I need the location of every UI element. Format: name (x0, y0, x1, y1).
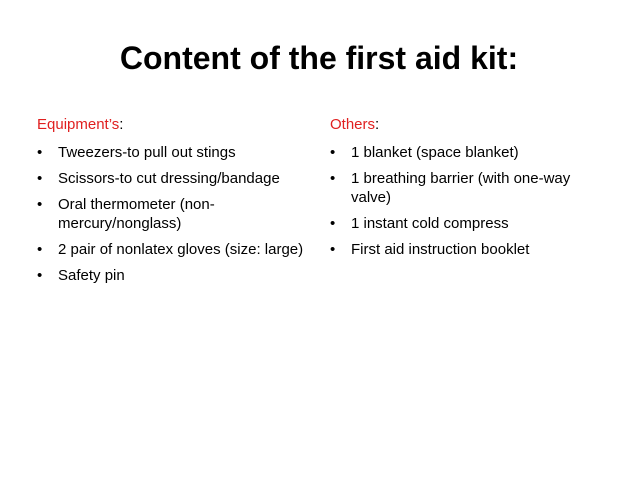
bullet-icon: • (330, 215, 336, 232)
list-item (37, 240, 312, 259)
list-item (37, 143, 312, 162)
list-item (37, 195, 312, 233)
list-item-text: Oral thermometer (non-mercury/nonglass) (58, 196, 215, 232)
list-item (37, 169, 312, 188)
equipment-column (37, 115, 312, 292)
list-item (330, 143, 610, 162)
list-item (330, 169, 610, 207)
list-item (330, 214, 610, 233)
list-item-text: Scissors-to cut dressing/bandage (58, 170, 280, 187)
others-column (330, 115, 610, 266)
list-item-text: First aid instruction booklet (351, 241, 530, 258)
bullet-icon: • (37, 196, 43, 213)
list-item-text: 2 pair of nonlatex gloves (size: large) (58, 241, 304, 258)
list-item-text: 1 instant cold compress (351, 215, 509, 232)
bullet-icon: • (37, 144, 43, 161)
others-list (330, 143, 610, 259)
list-item (330, 240, 610, 259)
list-item (37, 266, 312, 285)
list-item-text: 1 breathing barrier (with one-way valve) (351, 170, 571, 206)
slide-title: Content of the first aid kit: (119, 40, 519, 76)
bullet-icon: • (330, 241, 336, 258)
bullet-icon: • (37, 170, 43, 187)
bullet-icon: • (330, 170, 336, 187)
list-item-text: 1 blanket (space blanket) (351, 144, 519, 161)
equipment-list (37, 143, 312, 285)
bullet-icon: • (37, 267, 43, 284)
others-heading (330, 115, 610, 135)
list-item-text: Tweezers-to pull out stings (58, 144, 236, 161)
list-item-text: Safety pin (58, 267, 125, 284)
bullet-icon: • (37, 241, 43, 258)
equipment-heading (37, 115, 312, 135)
others-heading-text: Others (330, 116, 376, 133)
bullet-icon: • (330, 144, 336, 161)
others-heading-colon: : (375, 116, 380, 133)
equipment-heading-text: Equipment’s (37, 116, 120, 133)
equipment-heading-colon: : (119, 116, 124, 133)
